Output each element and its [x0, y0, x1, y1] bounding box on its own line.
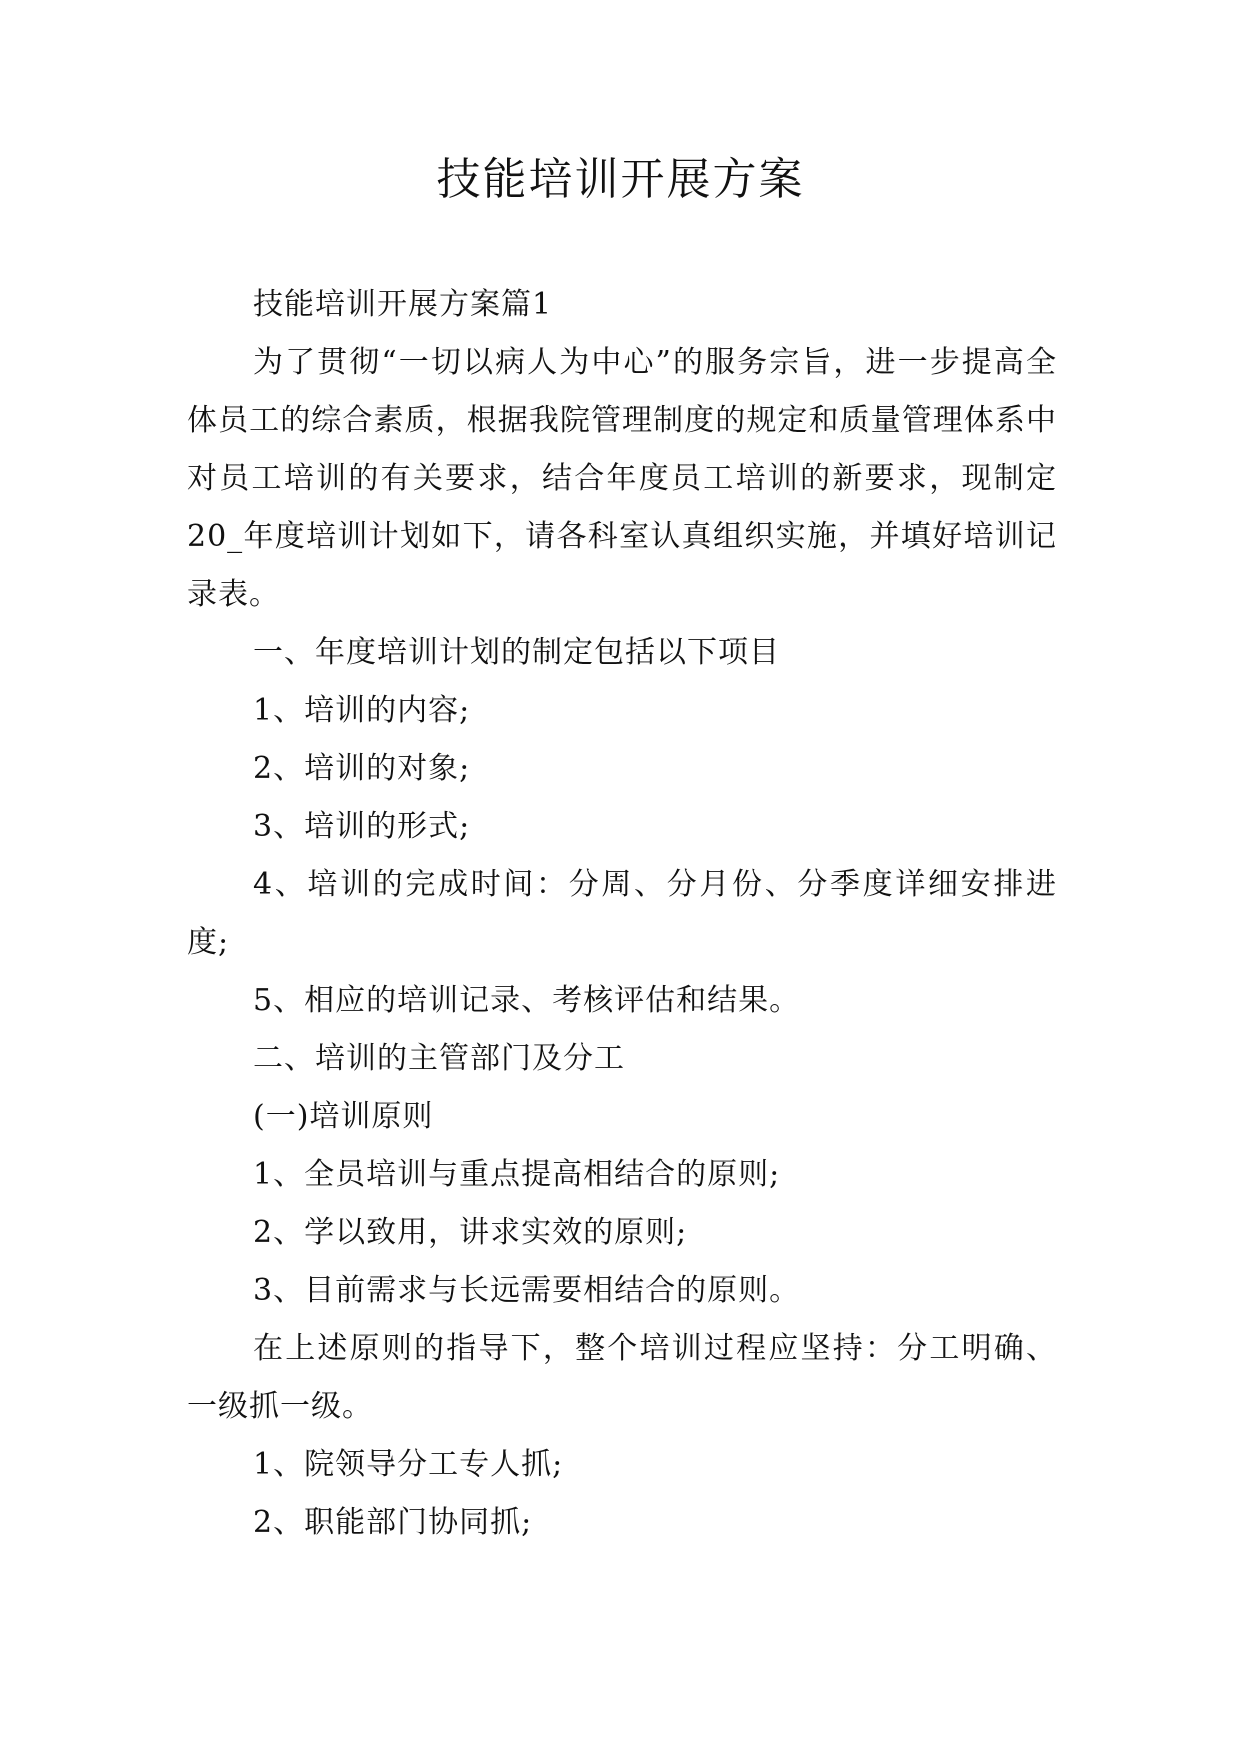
list-item: 2、学以致用，讲求实效的原则; [253, 1215, 688, 1250]
principle-summary-paragraph: 在上述原则的指导下，整个培训过程应坚持：分工明确、一级抓一级。 [187, 1331, 1057, 1424]
list-item: 1、院领导分工专人抓; [253, 1447, 564, 1482]
list-item: 3、目前需求与长远需要相结合的原则。 [253, 1273, 801, 1308]
list-item: 2、培训的对象; [253, 751, 471, 786]
list-item: 3、培训的形式; [253, 809, 471, 844]
list-item: 1、培训的内容; [253, 693, 471, 728]
list-item: 1、全员培训与重点提高相结合的原则; [253, 1157, 781, 1192]
intro-paragraph: 为了贯彻“一切以病人为中心”的服务宗旨，进一步提高全体员工的综合素质，根据我院管理制度的规定和质量管理体系中对员工培训的有关要求，结合年度员工培训的新要求，现制定20_年度培训计划如下，请各科室认真组织实施，并填好培训记录表。 [187, 345, 1057, 612]
list-item: 5、相应的培训记录、考核评估和结果。 [253, 983, 801, 1018]
document-body [187, 276, 1057, 1552]
subheading-principles: (一)培训原则 [253, 1099, 434, 1134]
document-title: 技能培训开展方案 [436, 154, 805, 205]
section-heading: 技能培训开展方案篇1 [253, 287, 553, 322]
heading-departments: 二、培训的主管部门及分工 [253, 1041, 625, 1076]
list-item: 2、职能部门协同抓; [253, 1505, 533, 1540]
list-item: 4、培训的完成时间：分周、分月份、分季度详细安排进度; [187, 867, 1057, 960]
heading-plan-items: 一、年度培训计划的制定包括以下项目 [253, 635, 780, 670]
